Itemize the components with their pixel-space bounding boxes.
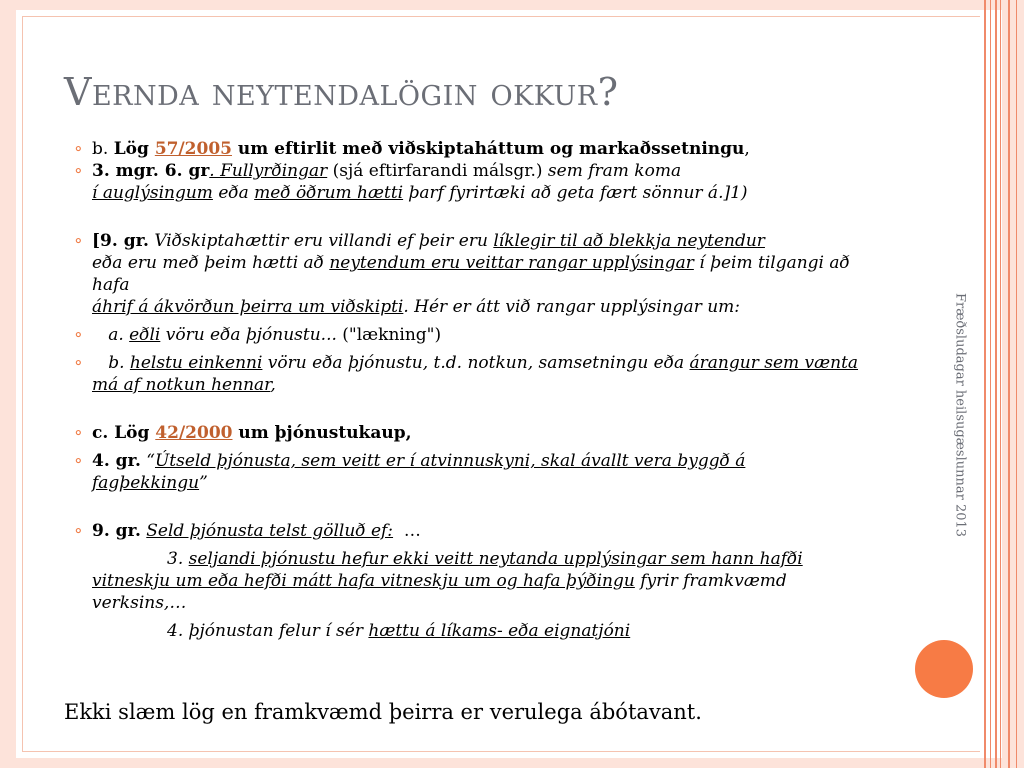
orange-circle-decoration bbox=[915, 640, 973, 698]
item-text: eðli bbox=[129, 325, 161, 345]
item-text: . Fullyrðingar bbox=[209, 161, 328, 181]
bullet-icon: ⚬ bbox=[72, 424, 85, 442]
item-text: eða bbox=[212, 183, 255, 203]
paragraph-3 bbox=[72, 548, 862, 614]
item-text: í þeim tilgangi að hafa bbox=[92, 253, 850, 295]
bullet-item-9-gr-defect bbox=[72, 520, 862, 542]
law-title: um eftirlit með viðskiptaháttum og markaðssetningu bbox=[232, 139, 745, 159]
item-text: fyrir framkvæmd verksins,… bbox=[92, 571, 787, 613]
bullet-icon: ⚬ bbox=[72, 452, 85, 470]
item-text: , bbox=[744, 139, 750, 159]
item-text: helstu einkenni bbox=[129, 353, 263, 373]
bullet-item-b bbox=[72, 352, 862, 396]
bullet-item-4-gr bbox=[72, 450, 862, 494]
indent-spacer bbox=[92, 549, 167, 569]
item-text: neytendum eru veittar rangar upplýsingar bbox=[329, 253, 694, 273]
frame-bottom bbox=[0, 758, 1024, 768]
bullet-icon: ⚬ bbox=[72, 522, 85, 540]
item-text: vöru eða þjónustu, t.d. notkun, samsetningu eða bbox=[262, 353, 690, 373]
stripe-line bbox=[995, 0, 997, 768]
item-text: líklegir til að blekkja neytendur bbox=[493, 231, 765, 251]
item-text: áhrif á ákvörðun þeirra um viðskipti bbox=[92, 297, 404, 317]
side-caption: Fræðsludagar heilsugæslunnar 2013 bbox=[952, 292, 968, 538]
item-text: árangur sem vænta má af notkun hennar bbox=[92, 353, 859, 395]
article-ref: [9. gr. bbox=[92, 231, 149, 251]
law-label: c. Lög bbox=[92, 423, 156, 443]
law-number-link[interactable]: 42/2000 bbox=[155, 423, 233, 443]
law-title: um þjónustukaup, bbox=[232, 423, 412, 443]
article-ref: 9. gr. bbox=[92, 521, 141, 541]
item-text: seljandi þjónustu hefur ekki veitt neytanda upplýsingar sem hann hafði vitneskju um eða hefði mátt hafa vitneskju um og hafa þýðingu bbox=[92, 549, 803, 591]
item-text: vöru eða þjónustu... bbox=[160, 325, 337, 345]
item-text: 3. bbox=[167, 549, 189, 569]
bullet-icon: ⚬ bbox=[72, 140, 85, 158]
bullet-item-law-57-2005 bbox=[72, 138, 862, 160]
stripe-line bbox=[1000, 0, 1001, 768]
conclusion-text: Ekki slæm lög en framkvæmd þeirra er verulega ábótavant. bbox=[64, 700, 702, 724]
frame-left bbox=[0, 0, 16, 768]
bullet-icon: ⚬ bbox=[72, 162, 85, 180]
bullet-icon: ⚬ bbox=[72, 326, 85, 344]
item-text: , bbox=[270, 375, 276, 395]
item-text: (sjá eftirfarandi málsgr.) bbox=[327, 161, 548, 181]
frame-right bbox=[1002, 0, 1024, 768]
item-text: með öðrum hætti bbox=[254, 183, 404, 203]
item-text: eða eru með þeim hætti að bbox=[92, 253, 330, 273]
item-text: “ bbox=[140, 451, 155, 471]
item-text: … bbox=[393, 521, 421, 541]
law-label: Lög bbox=[113, 139, 155, 159]
item-text: b. bbox=[92, 353, 130, 373]
stripe-line bbox=[984, 0, 986, 768]
slide-content bbox=[72, 138, 862, 642]
item-text: í auglýsingum bbox=[92, 183, 213, 203]
item-text: þarf fyrirtæki að geta fært sönnur á.]1) bbox=[403, 183, 748, 203]
item-text: ” bbox=[199, 473, 208, 493]
item-text: Seld þjónusta telst gölluð ef: bbox=[146, 521, 394, 541]
bullet-item-9-gr bbox=[72, 230, 862, 318]
item-text: 4. þjónustan felur í sér bbox=[167, 621, 369, 641]
bullet-item-a bbox=[72, 324, 862, 346]
item-text: a. bbox=[92, 325, 130, 345]
item-text: hættu á líkams- eða eignatjóni bbox=[368, 621, 631, 641]
law-number-link[interactable]: 57/2005 bbox=[154, 139, 232, 159]
bullet-item-law-42-2000 bbox=[72, 422, 862, 444]
paragraph-4 bbox=[72, 620, 862, 642]
bullet-item-6-gr bbox=[72, 160, 862, 204]
slide-title: Vernda neytendalögin okkur? bbox=[64, 70, 619, 114]
bullet-icon: ⚬ bbox=[72, 232, 85, 250]
item-text: Útseld þjónusta, sem veitt er í atvinnuskyni, skal ávallt vera byggð á fagþekkingu bbox=[92, 451, 746, 493]
item-text: ("lækning") bbox=[336, 325, 442, 345]
stripe-line bbox=[1016, 0, 1017, 768]
indent-spacer bbox=[92, 621, 167, 641]
item-text: . Hér er átt við rangar upplýsingar um: bbox=[403, 297, 741, 317]
bullet-icon: ⚬ bbox=[72, 354, 85, 372]
stripe-line bbox=[990, 0, 991, 768]
article-ref: 4. gr. bbox=[92, 451, 141, 471]
item-text: b. bbox=[92, 139, 114, 159]
article-ref: 3. mgr. 6. gr bbox=[92, 161, 210, 181]
frame-top bbox=[0, 0, 1024, 10]
stripe-line bbox=[1008, 0, 1010, 768]
item-text: Viðskiptahættir eru villandi ef þeir eru bbox=[148, 231, 494, 251]
item-text: sem fram koma bbox=[547, 161, 682, 181]
